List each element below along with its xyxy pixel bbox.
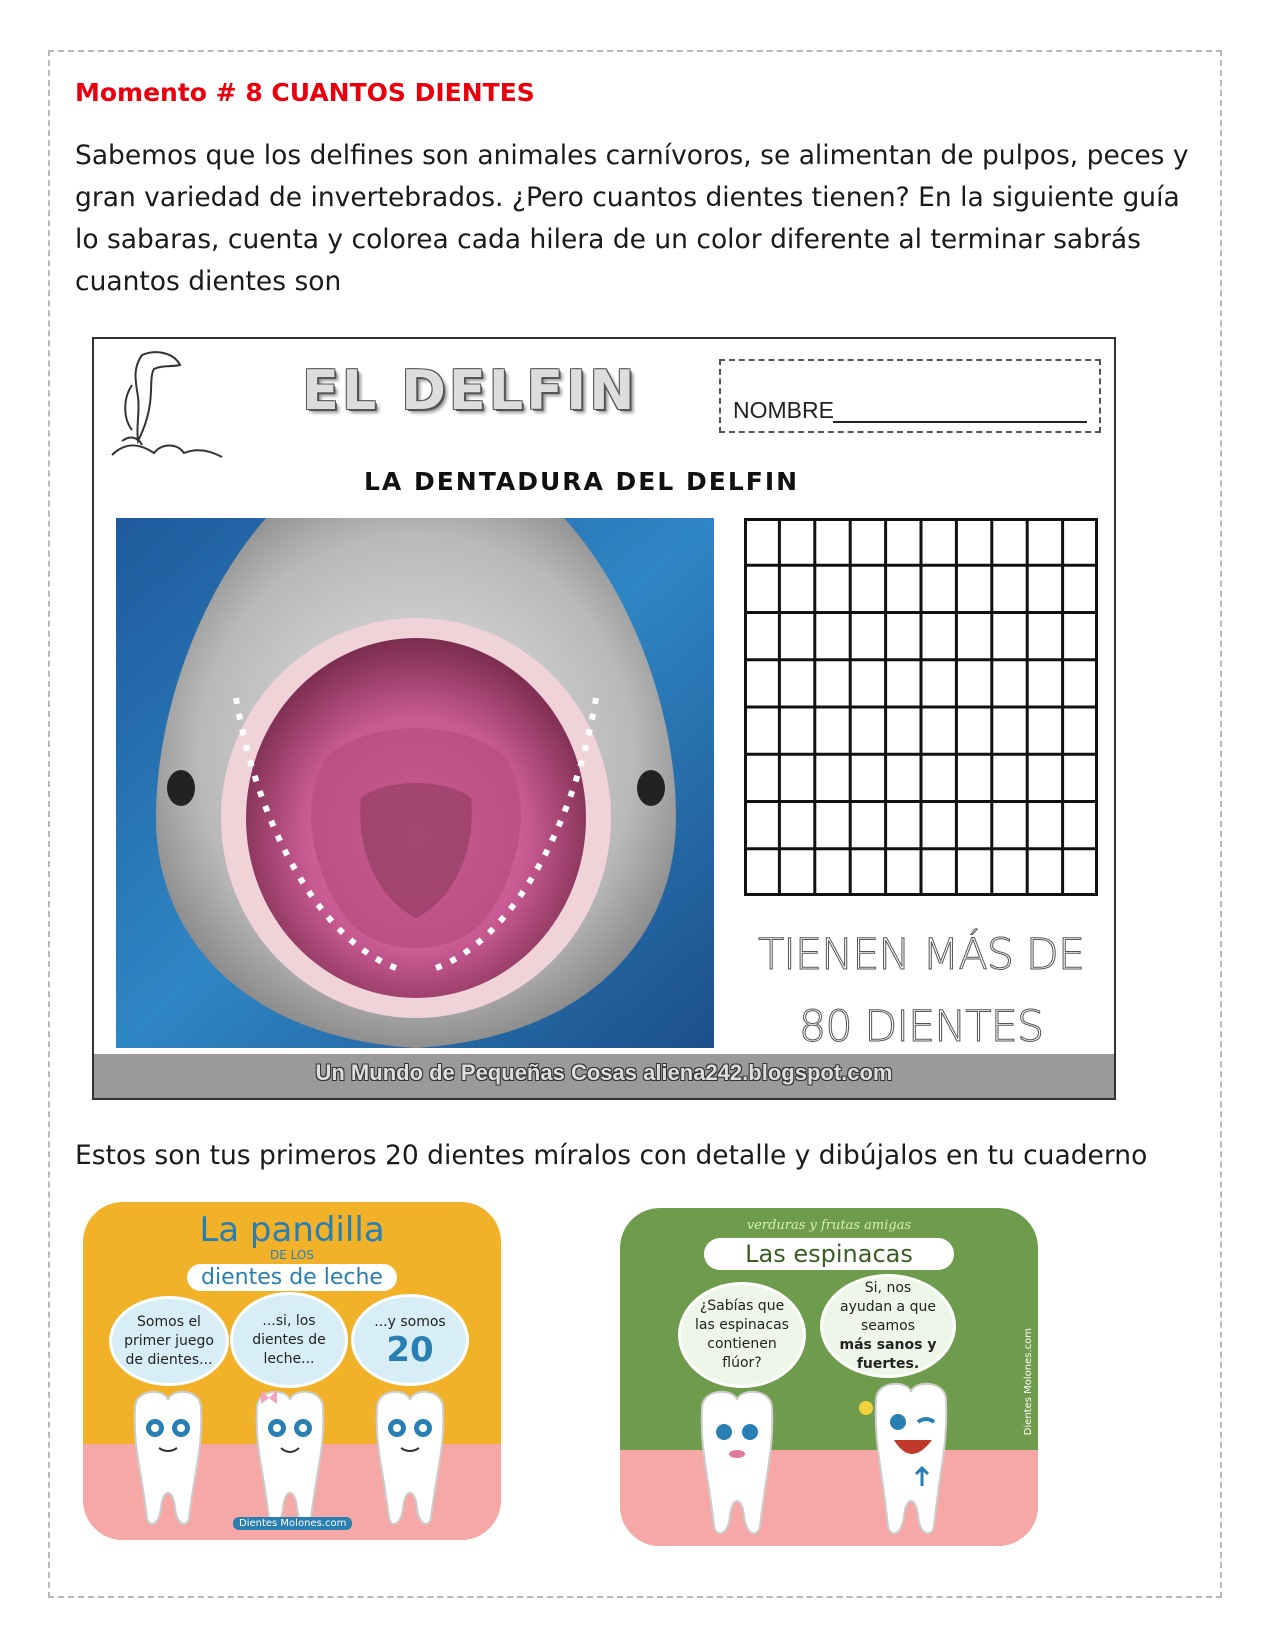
dolphin-worksheet	[92, 337, 1116, 1100]
bubble-3-number: 20	[386, 1329, 434, 1370]
card-left-brand: Dientes Molones.com	[233, 1517, 352, 1530]
dolphin-mouth-photo	[116, 518, 714, 1048]
bubble-1-text: Somos el primer juego de dientes...	[124, 1313, 214, 1368]
card-left-subtitle: dientes de leche	[187, 1264, 397, 1291]
traced-line-2: 80 DIENTES	[798, 1002, 1044, 1052]
bubble-question-text: ¿Sabías que las espinacas contienen flúor?	[695, 1298, 789, 1371]
worksheet-footer-text: Un Mundo de Pequeñas Cosas aliena242.blogspot.com	[315, 1060, 893, 1085]
bubble-answer-text-b: más sanos y fuertes.	[839, 1336, 937, 1372]
gum-right	[620, 1450, 1038, 1546]
tooth-character-girl-icon	[692, 1388, 782, 1538]
caption-text: Estos son tus primeros 20 dientes míralos con detalle y dibújalos en tu cuaderno	[75, 1140, 1148, 1171]
name-line	[833, 421, 1087, 423]
tooth-character-1-icon	[125, 1388, 211, 1528]
card-right-kicker: verduras y frutas amigas	[746, 1218, 912, 1233]
speech-bubble-1	[109, 1296, 229, 1386]
name-box	[719, 359, 1101, 433]
dolphin-sketch-icon	[102, 345, 232, 470]
name-label: NOMBRE	[733, 397, 834, 423]
card-left-subtitle-small: DE LOS	[270, 1248, 314, 1262]
card-right-brand: Dientes Molones.com	[1023, 1328, 1034, 1436]
card-left-title: La pandilla	[199, 1210, 385, 1250]
card-right-title: Las espinacas	[704, 1238, 954, 1270]
tooth-character-3-icon	[367, 1388, 453, 1528]
intro-paragraph: Sabemos que los delfines son animales carnívoros, se alimentan de pulpos, peces y gran variedad de invertebrados. ¿Pero cuantos dientes tienen? En la siguiente guía lo sabaras, cuenta y colorea cada hilera de un color diferente al terminar sabrás cuantos dientes son	[75, 140, 1189, 297]
spinach-card	[620, 1208, 1038, 1546]
tooth-character-boy-icon	[856, 1378, 966, 1538]
traced-text	[744, 919, 1098, 1063]
worksheet-subtitle: LA DENTADURA DEL DELFIN	[364, 467, 800, 496]
bubble-2-text: ...si, los dientes de leche...	[252, 1312, 326, 1367]
worksheet-footer-bar	[94, 1054, 1114, 1098]
speech-bubble-question	[678, 1282, 806, 1388]
speech-bubble-answer	[820, 1274, 956, 1378]
worksheet-title: EL DELFIN	[302, 359, 638, 422]
counting-grid	[744, 518, 1098, 896]
traced-line-1: TIENEN MÁS DE	[757, 930, 1085, 980]
card-left-header	[83, 1202, 501, 1291]
bubble-3-text: ...y somos	[374, 1313, 446, 1330]
speech-bubble-2	[230, 1292, 348, 1388]
tooth-character-2-icon	[247, 1388, 333, 1528]
page-heading: Momento # 8 CUANTOS DIENTES	[75, 78, 535, 107]
milk-teeth-card	[83, 1202, 501, 1540]
speech-bubble-3	[351, 1294, 469, 1386]
bubble-answer-text-a: Si, nos ayudan a que seamos	[840, 1279, 936, 1334]
